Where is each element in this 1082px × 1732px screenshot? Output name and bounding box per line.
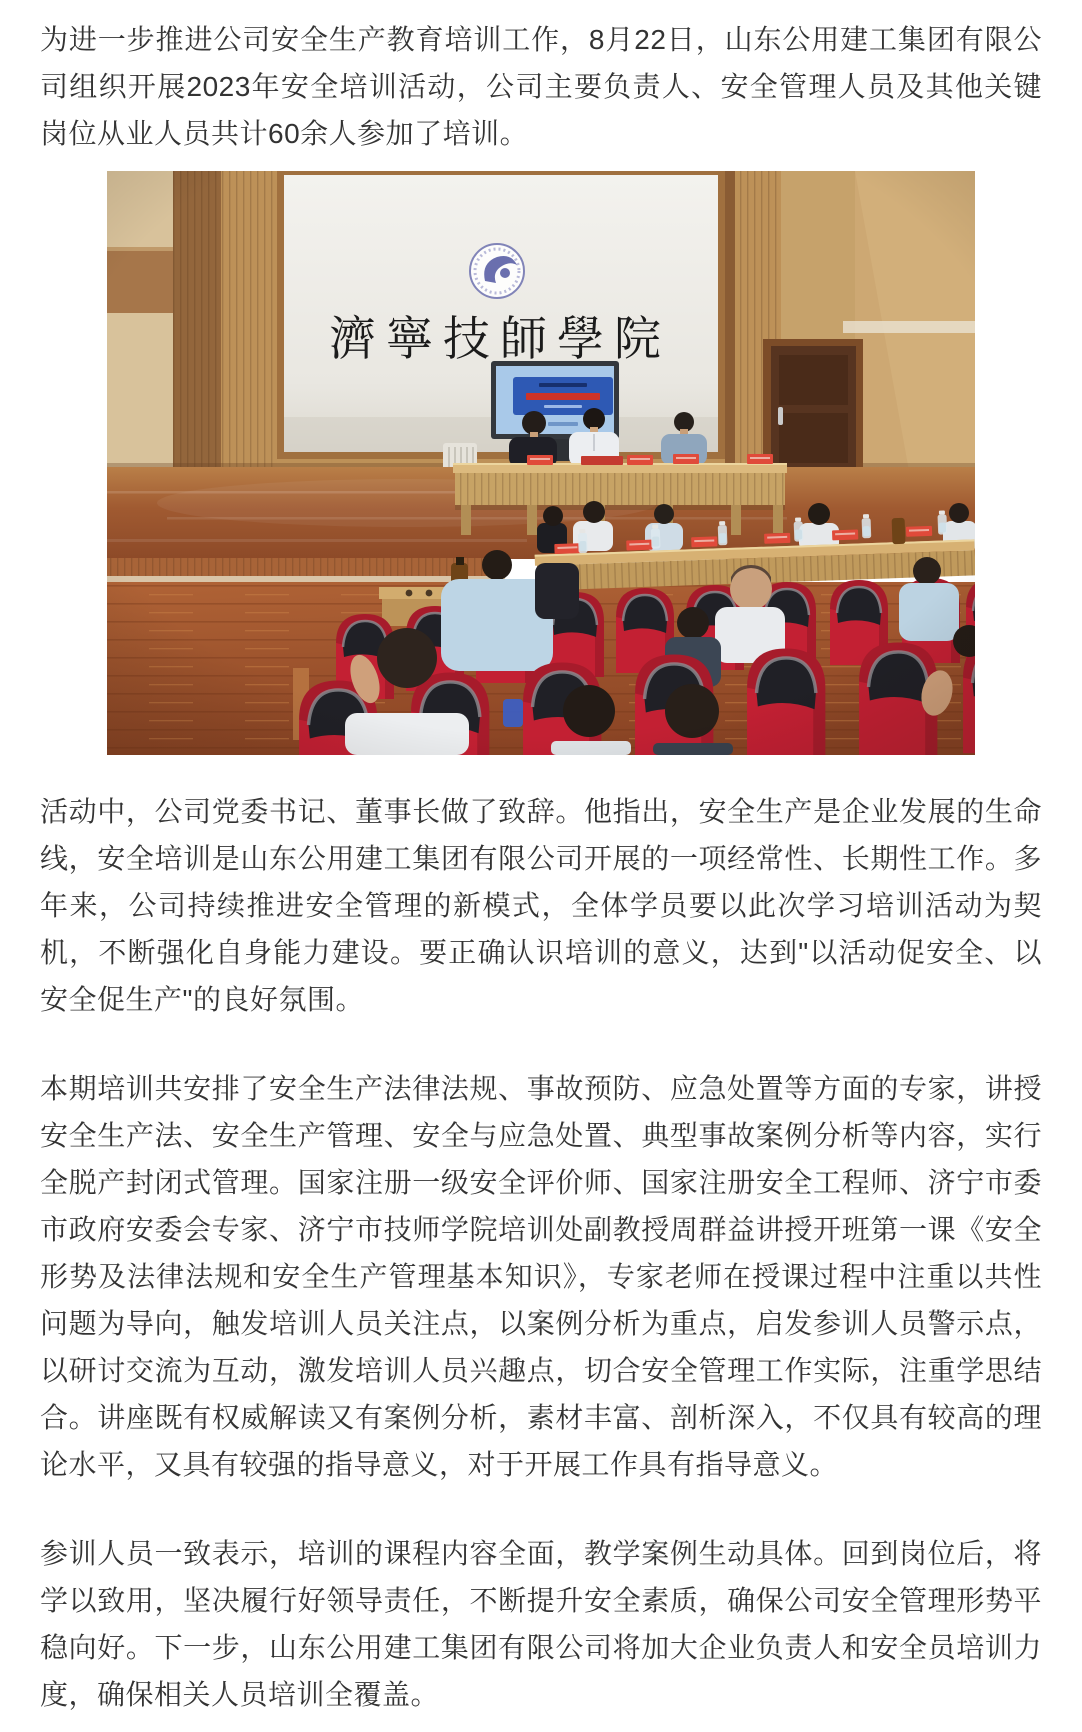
paragraph-speech: 活动中，公司党委书记、董事长做了致辞。他指出，安全生产是企业发展的生命线，安全培训是山东公用建工集团有限公司开展的一项经常性、长期性工作。多年来，公司持续推进安全管理的新模式，全体学员要以此次学习培训活动为契机，不断强化自身能力建设。要正确认识培训的意义，达到"以活动促安全、以安全促生产"的良好氛围。 <box>40 796 1042 1015</box>
training-photo <box>107 171 975 755</box>
photo-vignette <box>107 171 975 755</box>
paragraph-course-details: 本期培训共安排了安全生产法律法规、事故预防、应急处置等方面的专家，讲授安全生产法、安全生产管理、安全与应急处置、典型事故案例分析等内容，实行全脱产封闭式管理。国家注册一级安全评价师、国家注册安全工程师、济宁市委市政府安委会专家、济宁市技师学院培训处副教授周群益讲授开班第一课《安全形势及法律法规和安全生产管理基本知识》，专家老师在授课过程中注重以共性问题为导向，触发培训人员关注点，以案例分析为重点，启发参训人员警示点，以研讨交流为互动，激发培训人员兴趣点，切合安全管理工作实际，注重学思结合。讲座既有权威解读又有案例分析，素材丰富、剖析深入，不仅具有较高的理论水平，又具有较强的指导意义，对于开展工作具有指导意义。 <box>40 1073 1042 1480</box>
article-body <box>40 16 1042 1718</box>
paragraph-conclusion: 参训人员一致表示，培训的课程内容全面，教学案例生动具体。回到岗位后，将学以致用，坚决履行好领导责任，不断提升安全素质，确保公司安全管理形势平稳向好。下一步，山东公用建工集团有限公司将加大企业负责人和安全员培训力度，确保相关人员培训全覆盖。 <box>40 1538 1042 1710</box>
auditorium-photo-illustration <box>107 171 975 755</box>
paragraph-intro: 为进一步推进公司安全生产教育培训工作，8月22日，山东公用建工集团有限公司组织开展2023年安全培训活动，公司主要负责人、安全管理人员及其他关键岗位从业人员共计60余人参加了培训。 <box>40 24 1042 149</box>
